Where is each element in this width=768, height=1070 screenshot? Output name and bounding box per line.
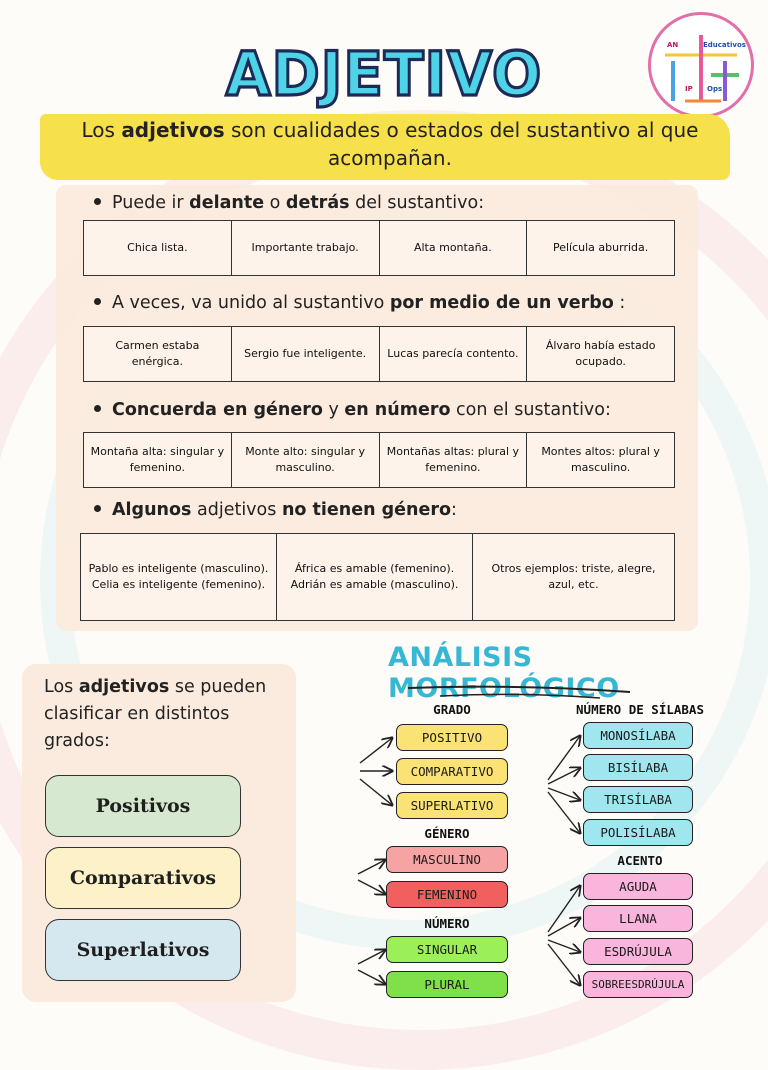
page-title: ADJETIVO [225,38,543,110]
rule-4: Algunos adjetivos no tienen género: [94,500,457,520]
logo-text-ops: Ops [707,85,723,93]
acento-heading: ACENTO [617,853,663,868]
example-cell: Alta montaña. [379,221,527,276]
rule-1: Puede ir delante o detrás del sustantivo: [94,193,484,213]
example-cell: Pablo es inteligente (masculino). Celia es inteligente (femenino). [81,534,277,621]
logo-text-ip: IP [685,85,693,93]
logo-text-educativos: Educativos [703,41,746,49]
example-cell: Importante trabajo. [231,221,379,276]
numero-heading: NÚMERO [424,916,470,931]
genero-heading: GÉNERO [424,826,470,841]
example-cell: Montaña alta: singular y femenino. [84,433,232,488]
grade-superlativos-card: Superlativos [45,919,241,981]
numero-plural: PLURAL [386,971,508,998]
example-cell: Álvaro había estado ocupado. [527,327,675,382]
example-cell: África es amable (femenino). Adrián es amable (masculino). [277,534,473,621]
acento-aguda: AGUDA [583,873,693,900]
acento-llana: LLANA [583,905,693,932]
genero-masculino: MASCULINO [386,846,508,873]
grado-comparativo: COMPARATIVO [396,758,508,785]
silabas-trisilaba: TRISÍLABA [583,786,693,813]
grades-intro: Los adjetivos se pueden clasificar en distintos grados: [44,677,267,751]
grade-comparativos-card: Comparativos [45,847,241,909]
grado-positivo: POSITIVO [396,724,508,751]
example-cell: Monte alto: singular y masculino. [231,433,379,488]
example-cell: Chica lista. [84,221,232,276]
example-cell: Carmen estaba enérgica. [84,327,232,382]
example-cell: Lucas parecía contento. [379,327,527,382]
logo-text-an: AN [667,41,679,49]
grado-heading: GRADO [433,702,471,717]
silabas-monosilaba: MONOSÍLABA [583,722,693,749]
example-cell: Otros ejemplos: triste, alegre, azul, etc. [473,534,675,621]
numero-singular: SINGULAR [386,936,508,963]
silabas-bisilaba: BISÍLABA [583,754,693,781]
silabas-heading: NÚMERO DE SÍLABAS [576,702,704,717]
silabas-polisilaba: POLISÍLABA [583,819,693,846]
example-cell: Montañas altas: plural y femenino. [379,433,527,488]
acento-esdrujula: ESDRÚJULA [583,938,693,965]
grado-superlativo: SUPERLATIVO [396,792,508,819]
example-cell: Sergio fue inteligente. [231,327,379,382]
example-cell: Montes altos: plural y masculino. [527,433,675,488]
rule-2: A veces, va unido al sustantivo por medio de un verbo : [94,293,625,313]
intro-text: Los adjetivos son cualidades o estados del sustantivo al que acompañan. [81,118,699,170]
example-cell: Película aburrida. [527,221,675,276]
analysis-title: ANÁLISIS MORFOLÓGICO [388,642,620,704]
grade-positivos-card: Positivos [45,775,241,837]
rule-3: Concuerda en género y en número con el sustantivo: [94,400,611,420]
acento-sobreesdrujula: SOBREESDRÚJULA [583,971,693,998]
genero-femenino: FEMENINO [386,881,508,908]
